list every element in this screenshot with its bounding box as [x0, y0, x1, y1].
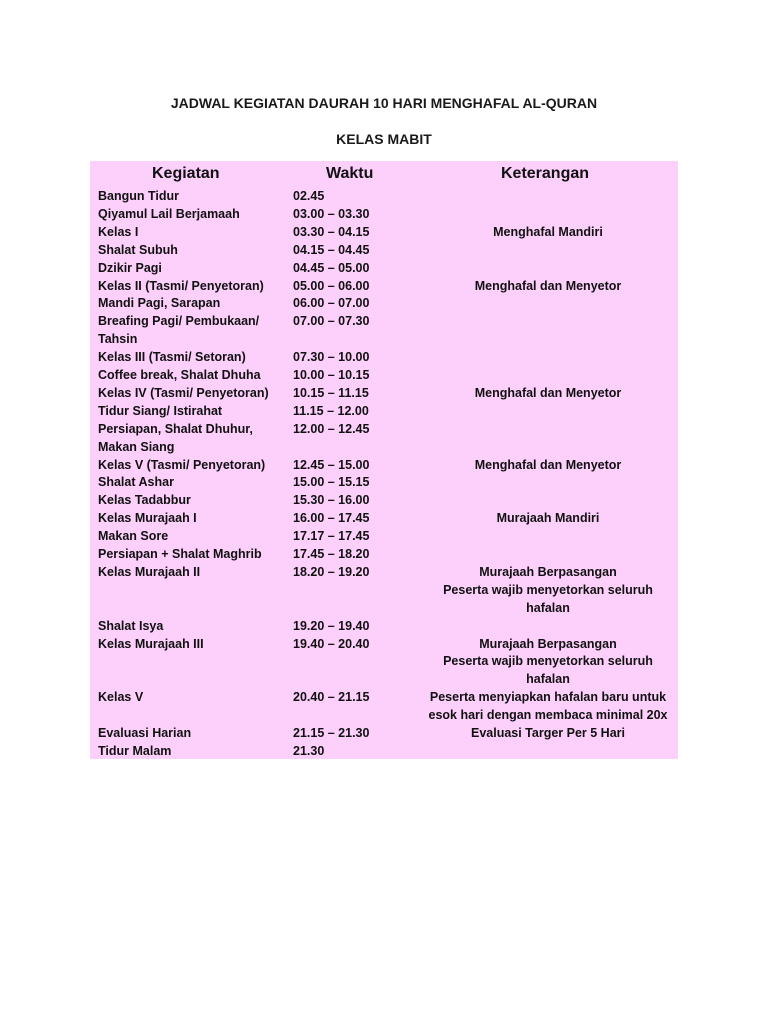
- cell-kegiatan: [98, 689, 288, 707]
- keterangan-text: hafalan: [526, 600, 570, 615]
- keterangan-text: Peserta menyiapkan hafalan baru untuk: [429, 690, 667, 705]
- cell-waktu: 15.00 – 15.15: [293, 475, 370, 490]
- cell-kegiatan: [98, 242, 288, 260]
- cell-keterangan: [420, 636, 676, 690]
- schedule-table: [90, 161, 678, 759]
- keterangan-text: Murajaah Berpasangan: [479, 564, 617, 579]
- cell-waktu: 10.15 – 11.15: [293, 385, 369, 400]
- cell-keterangan: [420, 564, 676, 618]
- cell-waktu: 15.30 – 16.00: [293, 493, 370, 508]
- kegiatan-text: Kelas III (Tasmi/ Setoran): [98, 350, 246, 365]
- cell-kegiatan: [98, 528, 288, 546]
- cell-kegiatan: [98, 725, 288, 743]
- keterangan-text: Murajaah Berpasangan: [479, 636, 617, 651]
- cell-waktu: 18.20 – 19.20: [293, 564, 370, 579]
- cell-keterangan: [420, 510, 676, 528]
- cell-waktu: 10.00 – 10.15: [293, 368, 370, 382]
- keterangan-text: Evaluasi Targer Per 5 Hari: [470, 726, 626, 740]
- kegiatan-text: Tahsin: [98, 332, 138, 347]
- page-title: JADWAL KEGIATAN DAURAH 10 HARI MENGHAFAL AL-QURAN: [170, 95, 598, 111]
- cell-waktu: 04.15 – 04.45: [293, 242, 370, 257]
- kegiatan-text: Tidur Malam: [98, 743, 172, 758]
- kegiatan-text: Dzikir Pagi: [98, 260, 162, 275]
- keterangan-text: Menghafal Mandiri: [493, 224, 603, 239]
- cell-kegiatan: [98, 367, 288, 385]
- kegiatan-text: Kelas Murajaah I: [98, 511, 197, 526]
- keterangan-text: Peserta wajib menyetorkan seluruh: [443, 582, 653, 597]
- kegiatan-text: Kelas IV (Tasmi/ Penyetoran): [98, 385, 269, 400]
- keterangan-text: Murajaah Mandiri: [496, 511, 600, 526]
- kegiatan-text: Shalat Ashar: [98, 475, 174, 490]
- page-subtitle: KELAS MABIT: [336, 131, 432, 147]
- cell-kegiatan: [98, 636, 288, 654]
- cell-waktu: 16.00 – 17.45: [293, 511, 370, 526]
- keterangan-text: hafalan: [526, 672, 570, 687]
- kegiatan-text: Persiapan + Shalat Maghrib: [98, 547, 262, 561]
- kegiatan-text: Shalat Isya: [98, 618, 164, 633]
- kegiatan-text: Makan Sore: [98, 529, 169, 544]
- cell-kegiatan: [98, 349, 288, 367]
- cell-kegiatan: [98, 457, 288, 475]
- cell-waktu: 12.00 – 12.45: [293, 421, 370, 436]
- cell-waktu: 12.45 – 15.00: [293, 457, 370, 472]
- cell-keterangan: [420, 278, 676, 296]
- kegiatan-text: Coffee break, Shalat Dhuha: [98, 368, 261, 382]
- cell-kegiatan: [98, 403, 288, 421]
- kegiatan-text: Kelas Murajaah III: [98, 636, 204, 651]
- cell-kegiatan: [98, 260, 288, 278]
- kegiatan-text: Tidur Siang/ Istirahat: [98, 403, 223, 418]
- cell-waktu: 05.00 – 06.00: [293, 278, 370, 293]
- cell-waktu: 19.20 – 19.40: [293, 618, 370, 633]
- cell-kegiatan: [98, 385, 288, 403]
- cell-kegiatan: [98, 474, 288, 492]
- kegiatan-text: Kelas V: [98, 690, 144, 705]
- header-kegiatan: Kegiatan: [152, 165, 220, 182]
- keterangan-text: Menghafal dan Menyetor: [474, 385, 622, 400]
- cell-keterangan: [420, 385, 676, 403]
- kegiatan-text: Breafing Pagi/ Pembukaan/: [98, 314, 260, 329]
- cell-waktu: 07.00 – 07.30: [293, 314, 370, 329]
- keterangan-text: Peserta wajib menyetorkan seluruh: [443, 654, 653, 669]
- cell-waktu: 20.40 – 21.15: [293, 690, 370, 705]
- cell-kegiatan: [98, 421, 288, 457]
- kegiatan-text: Mandi Pagi, Sarapan: [98, 296, 221, 311]
- cell-waktu: 17.17 – 17.45: [293, 529, 370, 544]
- cell-kegiatan: [98, 206, 288, 224]
- cell-waktu: 11.15 – 12.00: [293, 403, 369, 418]
- header-keterangan: Keterangan: [501, 165, 590, 182]
- cell-waktu: 03.00 – 03.30: [293, 206, 370, 221]
- kegiatan-text: Kelas Murajaah II: [98, 564, 201, 579]
- header-waktu: Waktu: [326, 165, 374, 182]
- cell-kegiatan: [98, 492, 288, 510]
- cell-keterangan: [420, 689, 676, 725]
- kegiatan-text: Kelas II (Tasmi/ Penyetoran): [98, 278, 264, 293]
- kegiatan-text: Kelas Tadabbur: [98, 493, 191, 508]
- cell-kegiatan: [98, 510, 288, 528]
- cell-kegiatan: [98, 743, 288, 761]
- cell-kegiatan: [98, 564, 288, 582]
- kegiatan-text: Makan Siang: [98, 439, 175, 454]
- cell-waktu: 19.40 – 20.40: [293, 636, 370, 651]
- keterangan-text: Menghafal dan Menyetor: [474, 278, 622, 293]
- keterangan-text: esok hari dengan membaca minimal 20x: [428, 708, 668, 723]
- cell-kegiatan: [98, 188, 288, 206]
- cell-kegiatan: [98, 546, 288, 564]
- kegiatan-text: Qiyamul Lail Berjamaah: [98, 206, 240, 221]
- kegiatan-text: Bangun Tidur: [98, 189, 180, 203]
- kegiatan-text: Shalat Subuh: [98, 242, 178, 257]
- cell-waktu: 21.15 – 21.30: [293, 726, 370, 740]
- keterangan-text: Menghafal dan Menyetor: [474, 457, 622, 472]
- kegiatan-text: Evaluasi Harian: [98, 726, 192, 740]
- cell-kegiatan: [98, 278, 288, 296]
- kegiatan-text: Kelas V (Tasmi/ Penyetoran): [98, 457, 266, 472]
- cell-waktu: 06.00 – 07.00: [293, 296, 370, 311]
- cell-waktu: 02.45: [293, 189, 325, 203]
- cell-kegiatan: [98, 618, 288, 636]
- cell-keterangan: [420, 457, 676, 475]
- kegiatan-text: Kelas I: [98, 224, 139, 239]
- cell-kegiatan: [98, 224, 288, 242]
- cell-waktu: 07.30 – 10.00: [293, 350, 370, 365]
- cell-waktu: 17.45 – 18.20: [293, 547, 370, 561]
- cell-waktu: 21.30: [293, 743, 325, 758]
- cell-keterangan: [420, 725, 676, 743]
- cell-keterangan: [420, 224, 676, 242]
- cell-kegiatan: [98, 313, 288, 349]
- cell-kegiatan: [98, 295, 288, 313]
- cell-waktu: 04.45 – 05.00: [293, 260, 370, 275]
- kegiatan-text: Persiapan, Shalat Dhuhur,: [98, 421, 253, 436]
- cell-waktu: 03.30 – 04.15: [293, 224, 370, 239]
